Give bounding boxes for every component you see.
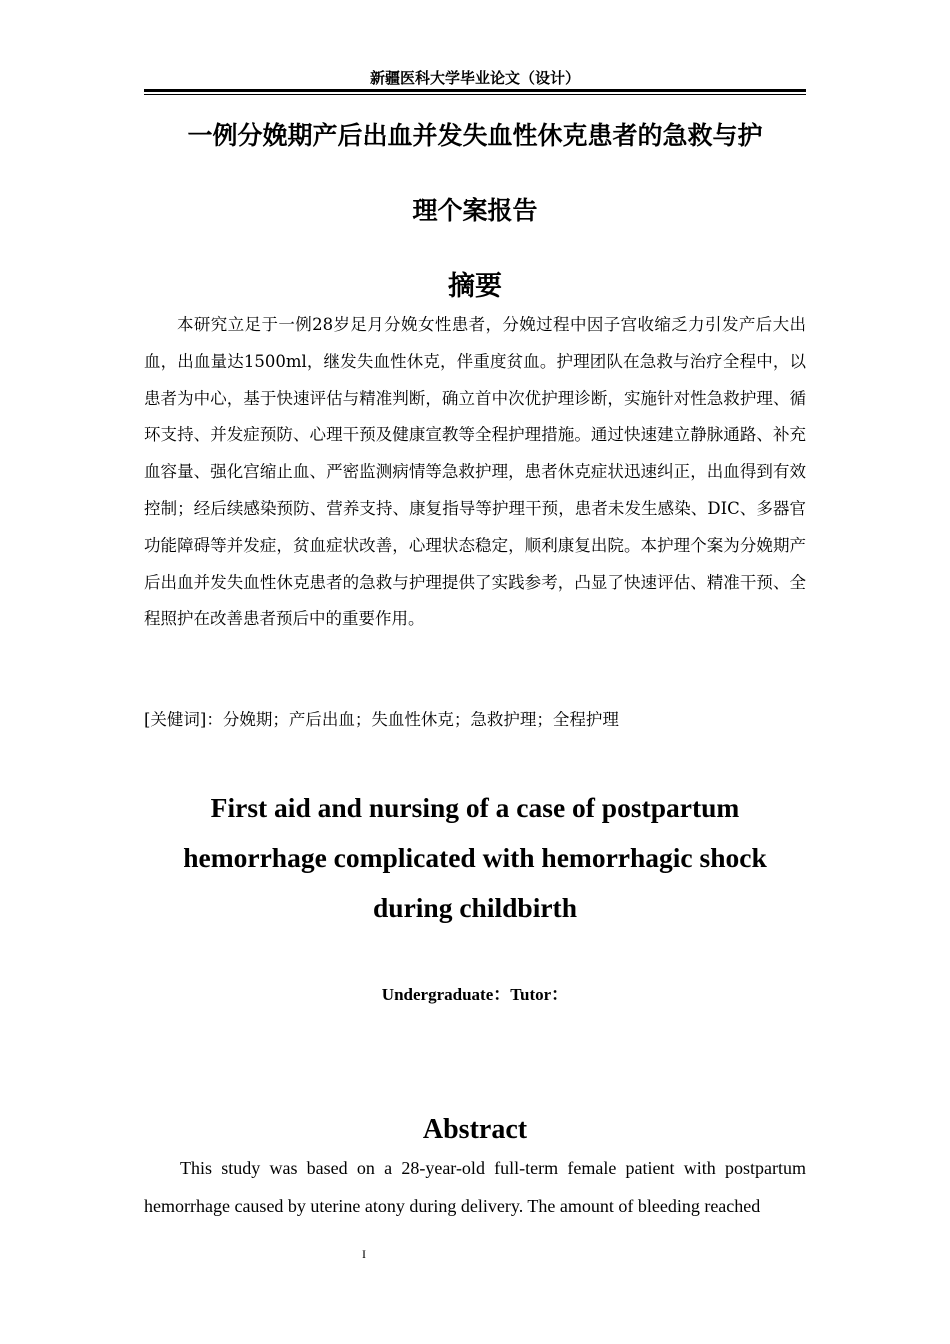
english-title bbox=[144, 783, 806, 933]
chinese-keywords: [关健词]：分娩期；产后出血；失血性休克；急救护理；全程护理 bbox=[144, 710, 619, 729]
english-title-line-2: hemorrhage complicated with hemorrhagic shock bbox=[183, 842, 767, 873]
page-number: I bbox=[362, 1247, 366, 1261]
running-header: 新疆医科大学毕业论文（设计） bbox=[369, 69, 580, 87]
author-byline: Undergraduate：Tutor： bbox=[381, 985, 569, 1004]
english-title-line-3: during childbirth bbox=[372, 892, 578, 923]
english-abstract-heading: Abstract bbox=[422, 1114, 528, 1145]
english-abstract-body: This study was based on a 28-year-old full-term female patient with postpartum hemorrhage caused by uterine atony during delivery. The amount of bleeding reached bbox=[144, 1158, 806, 1216]
header-rule-thin bbox=[144, 94, 806, 95]
chinese-title-line-2: 理个案报告 bbox=[412, 196, 538, 225]
header-rule-thick bbox=[144, 89, 806, 92]
english-title-line-1: First aid and nursing of a case of postpartum bbox=[210, 792, 740, 823]
chinese-title bbox=[140, 118, 810, 229]
chinese-title-line-1: 一例分娩期产后出血并发失血性休克患者的急救与护 bbox=[187, 121, 763, 150]
chinese-abstract-body: 本研究立足于一例28岁足月分娩女性患者，分娩过程中因子宫收缩乏力引发产后大出血，出血量达1500ml，继发失血性休克，伴重度贫血。护理团队在急救与治疗全程中，以患者为中心，基于快速评估与精准判断，确立首中次优护理诊断，实施针对性急救护理、循环支持、并发症预防、心理干预及健康宣教等全程护理措施。通过快速建立静脉通路、补充血容量、强化宫缩止血、严密监测病情等急救护理，患者休克症状迅速纠正，出血得到有效控制；经后续感染预防、营养支持、康复指导等护理干预，患者未发生感染、DIC、多器官功能障碍等并发症，贫血症状改善，心理状态稳定，顺利康复出院。本护理个案为分娩期产后出血并发失血性休克患者的急救与护理提供了实践参考，凸显了快速评估、精准干预、全程照护在改善患者预后中的重要作用。 bbox=[144, 315, 806, 629]
chinese-abstract-heading: 摘要 bbox=[448, 271, 502, 302]
